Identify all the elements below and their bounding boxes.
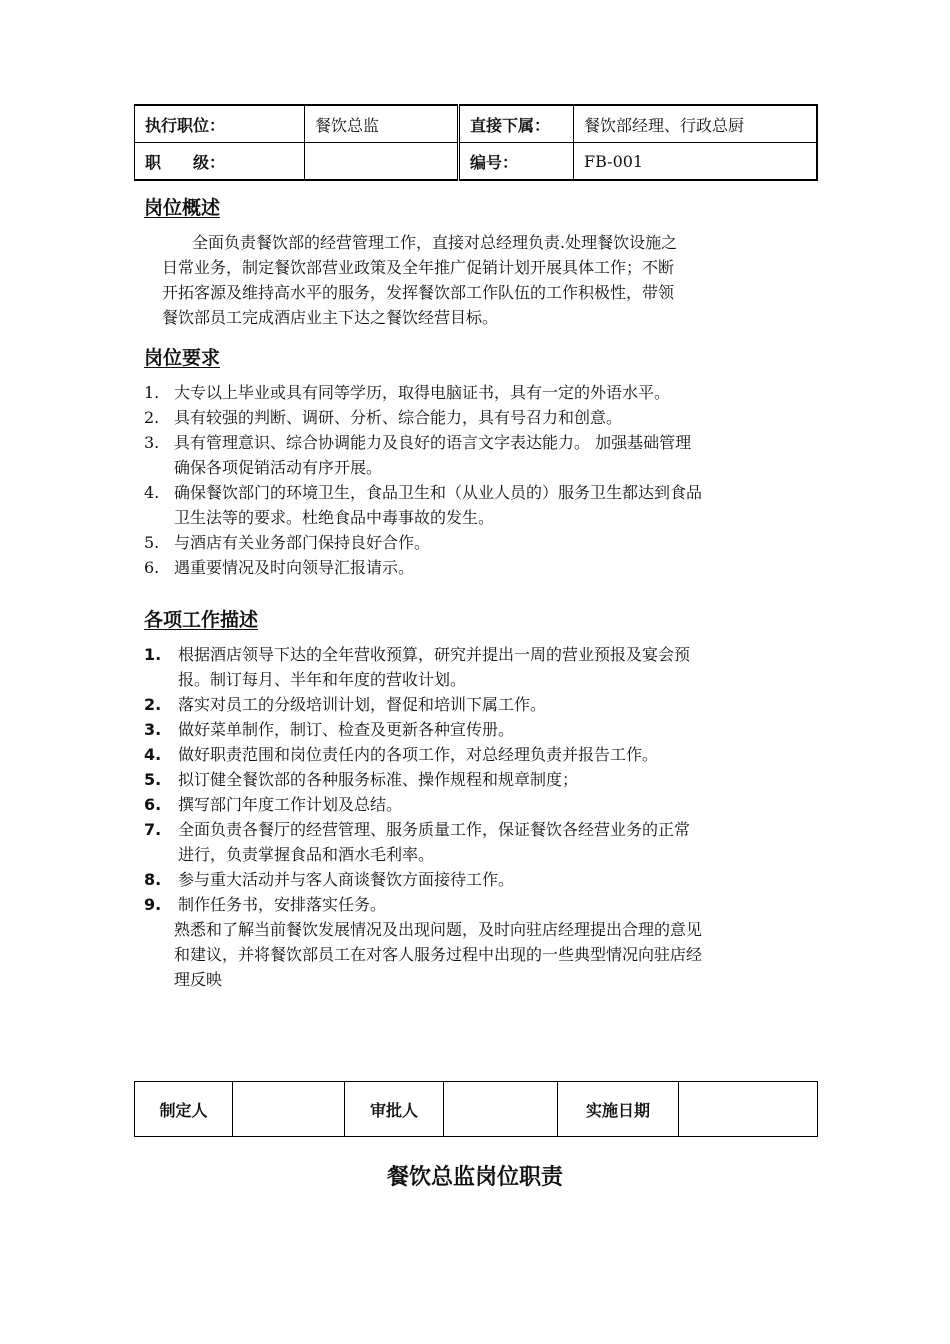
subordinate-value: 餐饮部经理、行政总厨 [574,105,817,143]
document-title: 餐饮总监岗位职责 [386,1165,563,1190]
list-number: 3. [144,433,160,452]
signoff-row [135,1082,818,1137]
position-label: 执行职位： [135,105,305,143]
list-item [144,792,824,817]
grade-label: 职 级： [135,143,305,181]
list-text: 撰写部门年度工作计划及总结。 [178,795,403,814]
list-text: 具有管理意识、综合协调能力及良好的语言文字表达能力。 加强基础管理 [174,433,692,452]
author-label: 制定人 [135,1082,233,1137]
header-row-2 [135,143,817,181]
list-text: 全面负责各餐厅的经营管理、服务质量工作，保证餐饮各经营业务的正常 [178,820,691,839]
approver-value [444,1082,558,1137]
requirements-title: 岗位要求 [144,347,221,369]
extra-line: 理反映 [174,970,223,989]
date-label: 实施日期 [558,1082,679,1137]
list-number: 6. [144,795,162,814]
list-number: 1. [144,383,160,402]
list-number: 5. [144,770,162,789]
list-item [144,380,824,405]
signoff-table [134,1081,818,1137]
approver-label: 审批人 [345,1082,444,1137]
list-item [144,742,824,767]
list-item [144,867,824,892]
header-row-1 [135,105,817,143]
list-number: 8. [144,870,162,889]
list-item [144,430,824,480]
list-number: 2. [144,695,162,714]
extra-line: 和建议，并将餐饮部员工在对客人服务过程中出现的一些典型情况向驻店经 [174,945,703,964]
duties-title: 各项工作描述 [144,609,259,631]
list-text: 制作任务书，安排落实任务。 [178,895,387,914]
list-text: 与酒店有关业务部门保持良好合作。 [174,533,431,552]
code-value: FB-001 [574,143,817,181]
position-value: 餐饮总监 [305,105,459,143]
list-number: 2. [144,408,160,427]
overview-line: 开拓客源及维持高水平的服务，发挥餐饮部工作队伍的工作积极性，带领 [162,283,675,302]
list-text: 大专以上毕业或具有同等学历，取得电脑证书，具有一定的外语水平。 [174,383,671,402]
requirements-list [144,380,824,580]
list-text: 参与重大活动并与客人商谈餐饮方面接待工作。 [178,870,515,889]
overview-line: 全面负责餐饮部的经营管理工作，直接对总经理负责.处理餐饮设施之 [192,233,678,252]
overview-paragraph [162,230,802,330]
list-item [144,717,824,742]
list-number: 3. [144,720,162,739]
list-number: 9. [144,895,162,914]
list-number: 7. [144,820,162,839]
overview-title: 岗位概述 [144,197,221,219]
author-value [233,1082,345,1137]
list-text: 做好职责范围和岗位责任内的各项工作，对总经理负责并报告工作。 [178,745,659,764]
list-number: 6. [144,558,160,577]
list-item [144,555,824,580]
duties-list [144,642,824,917]
list-item [144,692,824,717]
list-text: 拟订健全餐饮部的各种服务标准、操作规程和规章制度； [178,770,579,789]
code-label: 编号： [459,143,574,181]
list-text: 报。制订每月、半年和年度的营收计划。 [178,670,467,689]
list-number: 4. [144,745,162,764]
list-number: 5. [144,533,160,552]
list-text: 卫生法等的要求。杜绝食品中毒事故的发生。 [174,508,495,527]
list-text: 具有较强的判断、调研、分析、综合能力，具有号召力和创意。 [174,408,623,427]
list-item [144,642,824,692]
list-item [144,767,824,792]
list-text: 落实对员工的分级培训计划，督促和培训下属工作。 [178,695,547,714]
list-item [144,817,824,867]
list-text: 确保餐饮部门的环境卫生，食品卫生和（从业人员的）服务卫生都达到食品 [174,483,703,502]
list-text: 遇重要情况及时向领导汇报请示。 [174,558,415,577]
header-table [134,104,818,181]
list-number: 1. [144,645,162,664]
list-text: 做好菜单制作，制订、检查及更新各种宣传册。 [178,720,515,739]
grade-value [305,143,459,181]
date-value [679,1082,818,1137]
list-text: 根据酒店领导下达的全年营收预算，研究并提出一周的营业预报及宴会预 [178,645,691,664]
extra-line: 熟悉和了解当前餐饮发展情况及出现问题，及时向驻店经理提出合理的意见 [174,920,703,939]
duties-extra-paragraph [174,917,814,992]
overview-line: 餐饮部员工完成酒店业主下达之餐饮经营目标。 [162,308,499,327]
list-item [144,405,824,430]
overview-line: 日常业务，制定餐饮部营业政策及全年推广促销计划开展具体工作；不断 [162,258,675,277]
subordinate-label: 直接下属： [459,105,574,143]
list-item [144,530,824,555]
list-item [144,892,824,917]
list-text: 进行，负责掌握食品和酒水毛利率。 [178,845,435,864]
list-number: 4. [144,483,160,502]
list-item [144,480,824,530]
list-text: 确保各项促销活动有序开展。 [174,458,383,477]
